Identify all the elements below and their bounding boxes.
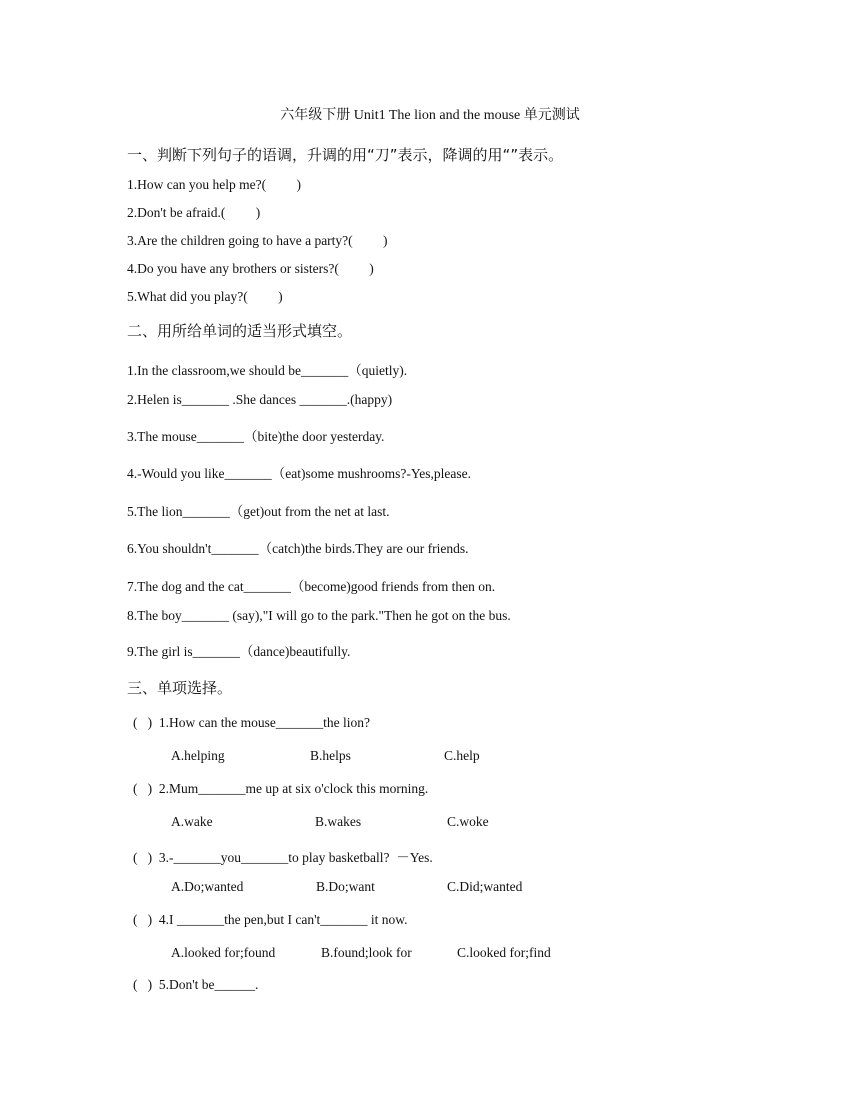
section1-item: 2.Don't be afraid.( )	[127, 205, 261, 220]
section2-item: 8.The boy_______ (say),"I will go to the park."Then he got on the bus.	[127, 608, 511, 623]
question-1: ( ) 1.How can the mouse_______the lion?	[133, 715, 370, 730]
section2-item: 4.-Would you like_______（eat)some mushrooms?-Yes,please.	[127, 466, 471, 481]
section2-heading: 二、用所给单词的适当形式填空。	[127, 322, 353, 340]
option-c: C.woke	[447, 814, 489, 829]
question-2: ( ) 2.Mum_______me up at six o'clock this morning.	[133, 781, 429, 796]
option-c: C.Did;wanted	[447, 879, 523, 894]
section2-item: 9.The girl is_______（dance)beautifully.	[127, 644, 351, 659]
section1-item: 4.Do you have any brothers or sisters?( )	[127, 261, 374, 276]
section1-item: 1.How can you help me?( )	[127, 177, 301, 192]
option-a: A.Do;wanted	[171, 879, 244, 894]
page-title: 六年级下册 Unit1 The lion and the mouse 单元测试	[280, 108, 580, 123]
section1-item: 5.What did you play?( )	[127, 289, 283, 304]
option-a: A.helping	[171, 748, 225, 763]
section3-heading: 三、单项选择。	[127, 679, 233, 697]
option-a: A.looked for;found	[171, 945, 276, 960]
section2-item: 7.The dog and the cat_______（become)good friends from then on.	[127, 579, 496, 594]
option-b: B.found;look for	[321, 945, 412, 960]
question-4: ( ) 4.I _______the pen,but I can't_______ it now.	[133, 912, 408, 927]
option-b: B.Do;want	[316, 879, 375, 894]
option-b: B.helps	[310, 748, 351, 763]
section2-item: 3.The mouse_______（bite)the door yesterday.	[127, 429, 385, 444]
question-3: ( ) 3.-_______you_______to play basketball? －Yes.	[133, 850, 433, 865]
section1-item: 3.Are the children going to have a party?( )	[127, 233, 388, 248]
section2-item: 6.You shouldn't_______（catch)the birds.They are our friends.	[127, 541, 469, 556]
option-c: C.looked for;find	[457, 945, 551, 960]
option-b: B.wakes	[315, 814, 362, 829]
section1-heading: 一、判断下列句子的语调，升调的用“刀”表示，降调的用“”表示。	[127, 146, 564, 164]
option-a: A.wake	[171, 814, 213, 829]
option-c: C.help	[444, 748, 480, 763]
section2-item: 2.Helen is_______ .She dances _______.(happy)	[127, 392, 393, 407]
section2-item: 5.The lion_______（get)out from the net at last.	[127, 504, 390, 519]
section2-item: 1.In the classroom,we should be_______（quietly).	[127, 363, 408, 378]
question-5: ( ) 5.Don't be______.	[133, 977, 259, 992]
